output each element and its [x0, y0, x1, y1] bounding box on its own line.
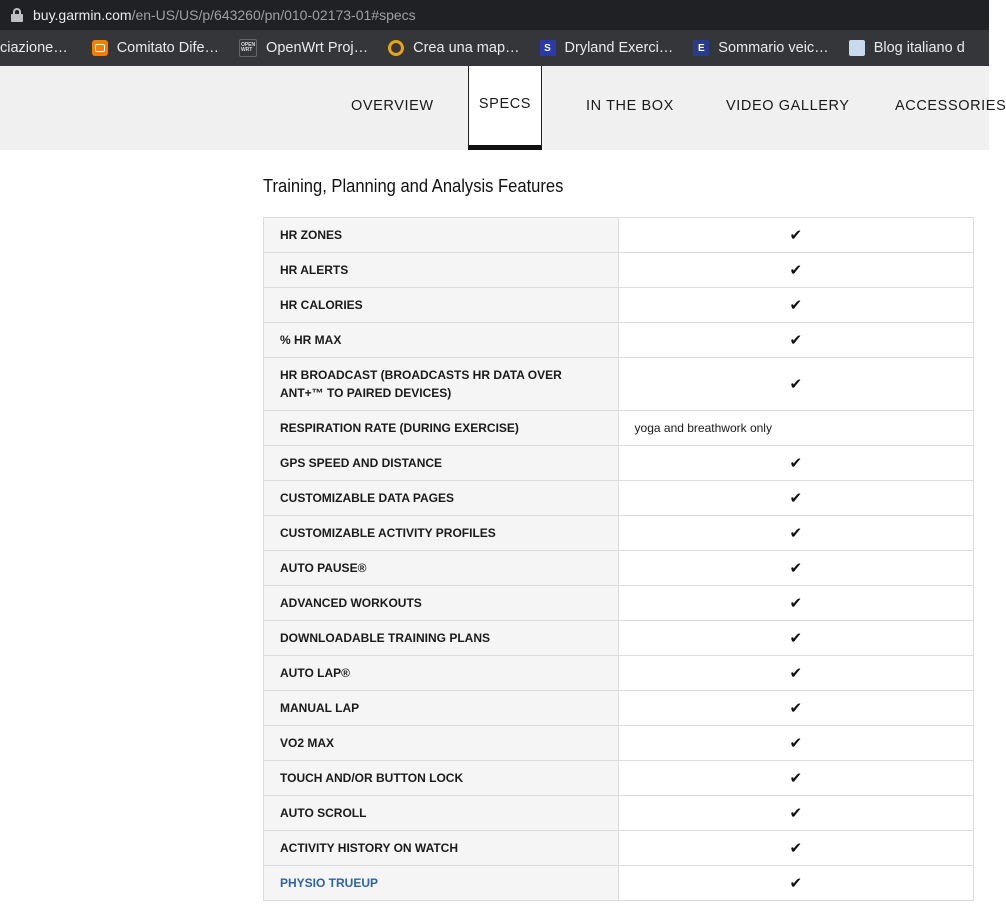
- table-row: [264, 358, 974, 411]
- check-icon: ✔: [618, 481, 973, 516]
- bookmark-label: Comitato Dife…: [116, 40, 220, 56]
- physio-trueup-link[interactable]: PHYSIO TRUEUP: [264, 866, 619, 901]
- spec-label: HR ZONES: [264, 218, 619, 253]
- tab-overview[interactable]: OVERVIEW: [351, 98, 434, 114]
- bookmark-label: Crea una map…: [413, 40, 520, 56]
- spec-label: RESPIRATION RATE (DURING EXERCISE): [264, 411, 619, 446]
- bookmark-item[interactable]: [540, 40, 674, 56]
- spec-label: HR ALERTS: [264, 253, 619, 288]
- check-icon: ✔: [618, 218, 973, 253]
- bookmark-item[interactable]: [0, 40, 68, 56]
- check-icon: ✔: [618, 446, 973, 481]
- table-row: [264, 551, 974, 586]
- table-row: [264, 586, 974, 621]
- table-row: [264, 446, 974, 481]
- table-row: [264, 726, 974, 761]
- bookmark-item[interactable]: [693, 40, 828, 56]
- table-row: [264, 253, 974, 288]
- dryland-icon: S: [540, 40, 556, 56]
- table-row: [264, 411, 974, 446]
- check-icon: ✔: [618, 621, 973, 656]
- check-icon: ✔: [618, 253, 973, 288]
- check-icon: ✔: [618, 726, 973, 761]
- sommario-icon: E: [693, 40, 709, 56]
- table-row: [264, 288, 974, 323]
- table-row: [264, 516, 974, 551]
- spec-label: TOUCH AND/OR BUTTON LOCK: [264, 761, 619, 796]
- spec-label: HR CALORIES: [264, 288, 619, 323]
- tab-in-the-box[interactable]: IN THE BOX: [586, 98, 674, 114]
- spec-label: CUSTOMIZABLE DATA PAGES: [264, 481, 619, 516]
- table-row: [264, 218, 974, 253]
- address-bar[interactable]: [0, 0, 989, 30]
- bookmark-label: OpenWrt Proj…: [266, 40, 369, 56]
- section-title: Training, Planning and Analysis Features: [263, 176, 564, 196]
- spec-label: AUTO SCROLL: [264, 796, 619, 831]
- spec-table: [263, 217, 974, 901]
- tab-accessories[interactable]: ACCESSORIES: [895, 98, 1006, 114]
- check-icon: ✔: [618, 551, 973, 586]
- table-row: [264, 831, 974, 866]
- table-row: [264, 691, 974, 726]
- spec-value: yoga and breathwork only: [618, 411, 973, 446]
- bookmarks-bar: [0, 30, 989, 66]
- check-icon: ✔: [618, 516, 973, 551]
- check-icon: ✔: [618, 288, 973, 323]
- bookmark-item[interactable]: [388, 40, 519, 56]
- lock-icon[interactable]: [11, 8, 23, 22]
- bookmark-label: Sommario veic…: [718, 40, 829, 56]
- check-icon: ✔: [618, 866, 973, 901]
- url-path: /en-US/US/p/643260/pn/010-02173-01#specs: [131, 7, 416, 23]
- tab-specs[interactable]: SPECS: [468, 66, 542, 150]
- url-host: buy.garmin.com: [33, 7, 132, 23]
- check-icon: ✔: [618, 691, 973, 726]
- table-row: [264, 761, 974, 796]
- blogger-icon: [92, 40, 108, 56]
- check-icon: ✔: [618, 656, 973, 691]
- table-row: [264, 621, 974, 656]
- spec-label: % HR MAX: [264, 323, 619, 358]
- spec-label: GPS SPEED AND DISTANCE: [264, 446, 619, 481]
- table-row: [264, 656, 974, 691]
- bookmark-label: Dryland Exerci…: [564, 40, 674, 56]
- tab-video-gallery[interactable]: VIDEO GALLERY: [726, 98, 850, 114]
- spec-label: AUTO LAP®: [264, 656, 619, 691]
- product-nav: [0, 66, 1006, 150]
- bookmark-item[interactable]: [849, 40, 965, 56]
- check-icon: ✔: [618, 323, 973, 358]
- spec-label: HR BROADCAST (BROADCASTS HR DATA OVER ANT+™ TO PAIRED DEVICES): [264, 358, 619, 411]
- table-row: [264, 323, 974, 358]
- spec-label: ACTIVITY HISTORY ON WATCH: [264, 831, 619, 866]
- openwrt-icon: OPEN WRT: [239, 39, 257, 57]
- check-icon: ✔: [618, 358, 973, 411]
- spec-label: CUSTOMIZABLE ACTIVITY PROFILES: [264, 516, 619, 551]
- spec-label: MANUAL LAP: [264, 691, 619, 726]
- bookmark-label: ciazione…: [0, 40, 68, 56]
- map-icon: [388, 40, 404, 56]
- check-icon: ✔: [618, 586, 973, 621]
- check-icon: ✔: [618, 796, 973, 831]
- bookmark-item[interactable]: [92, 40, 219, 56]
- check-icon: ✔: [618, 761, 973, 796]
- bookmark-item[interactable]: [239, 39, 368, 57]
- check-icon: ✔: [618, 831, 973, 866]
- spec-label: AUTO PAUSE®: [264, 551, 619, 586]
- table-row: [264, 481, 974, 516]
- table-row: [264, 796, 974, 831]
- blog-icon: [849, 40, 865, 56]
- spec-label: ADVANCED WORKOUTS: [264, 586, 619, 621]
- spec-label: DOWNLOADABLE TRAINING PLANS: [264, 621, 619, 656]
- spec-label: VO2 MAX: [264, 726, 619, 761]
- table-row: [264, 866, 974, 901]
- bookmark-label: Blog italiano d: [873, 40, 965, 56]
